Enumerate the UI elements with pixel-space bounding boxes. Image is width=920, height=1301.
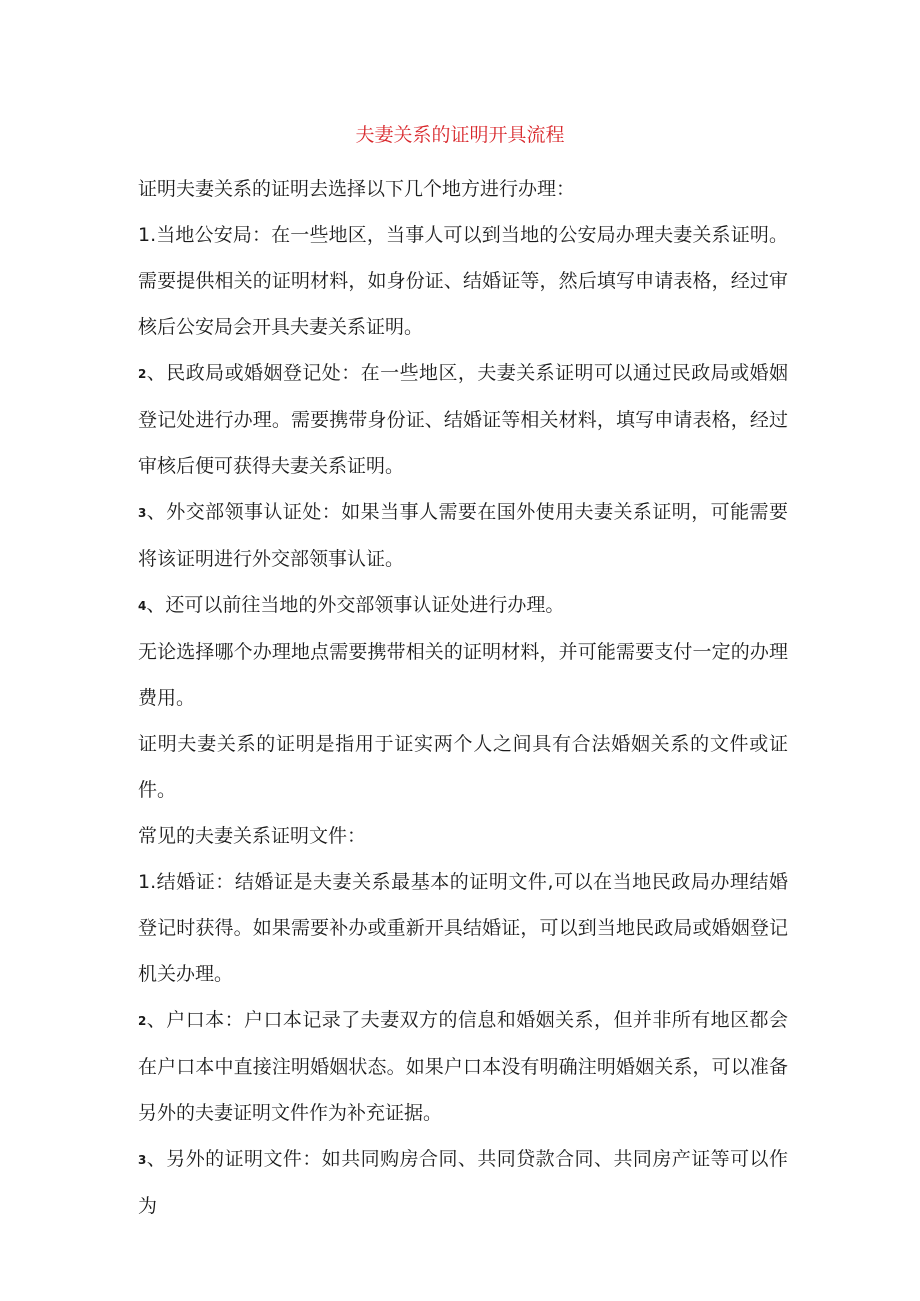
paragraph-common-docs xyxy=(138,813,788,859)
document-title: 夫妻关系的证明开具流程 xyxy=(355,124,565,146)
paragraph-text: 、民政局或婚姻登记处：在一些地区，夫妻关系证明可以通过民政局或婚姻登记处进行办理。需要携带身份证、结婚证等相关材料，填写申请表格，经过审核后便可获得夫妻关系证明。 xyxy=(138,362,788,477)
document-body xyxy=(138,166,788,1229)
paragraph-definition xyxy=(138,721,788,813)
paragraph-text: 常见的夫妻关系证明文件： xyxy=(138,825,367,847)
paragraph-public-security xyxy=(138,212,788,350)
list-number: 2 xyxy=(138,1014,147,1028)
paragraph-text: 、外交部领事认证处：如果当事人需要在国外使用夫妻关系证明，可能需要将该证明进行外交部领事认证。 xyxy=(138,501,788,570)
paragraph-text: 证明夫妻关系的证明是指用于证实两个人之间具有合法婚姻关系的文件或证件。 xyxy=(138,733,788,801)
list-number: 2 xyxy=(138,367,147,381)
paragraph-text: 1.结婚证：结婚证是夫妻关系最基本的证明文件,可以在当地民政局办理结婚登记时获得。如果需要补办或重新开具结婚证，可以到当地民政局或婚姻登记机关办理。 xyxy=(138,871,788,985)
paragraph-local-office xyxy=(138,582,788,629)
paragraph-household-register xyxy=(138,997,788,1136)
paragraph-text: 、还可以前往当地的外交部领事认证处进行办理。 xyxy=(146,594,565,616)
list-number: 4 xyxy=(138,599,147,613)
paragraph-text: 无论选择哪个办理地点需要携带相关的证明材料，并可能需要支付一定的办理费用。 xyxy=(138,641,788,709)
paragraph-foreign-affairs xyxy=(138,489,788,582)
paragraph-text: 、另外的证明文件：如共同购房合同、共同贷款合同、共同房产证等可以作为 xyxy=(138,1148,788,1217)
paragraph-text: 证明夫妻关系的证明去选择以下几个地方进行办理： xyxy=(138,178,576,200)
paragraph-fees xyxy=(138,629,788,721)
paragraph-intro xyxy=(138,166,788,212)
list-number: 3 xyxy=(138,506,147,520)
paragraph-civil-affairs xyxy=(138,350,788,489)
paragraph-text: 、户口本：户口本记录了夫妻双方的信息和婚姻关系，但并非所有地区都会在户口本中直接注明婚姻状态。如果户口本没有明确注明婚姻关系，可以准备另外的夫妻证明文件作为补充证据。 xyxy=(138,1009,788,1124)
list-number: 3 xyxy=(138,1153,147,1167)
paragraph-marriage-certificate xyxy=(138,859,788,997)
paragraph-other-documents xyxy=(138,1136,788,1229)
paragraph-text: 1.当地公安局：在一些地区，当事人可以到当地的公安局办理夫妻关系证明。需要提供相关的证明材料，如身份证、结婚证等，然后填写申请表格，经过审核后公安局会开具夫妻关系证明。 xyxy=(138,224,788,338)
